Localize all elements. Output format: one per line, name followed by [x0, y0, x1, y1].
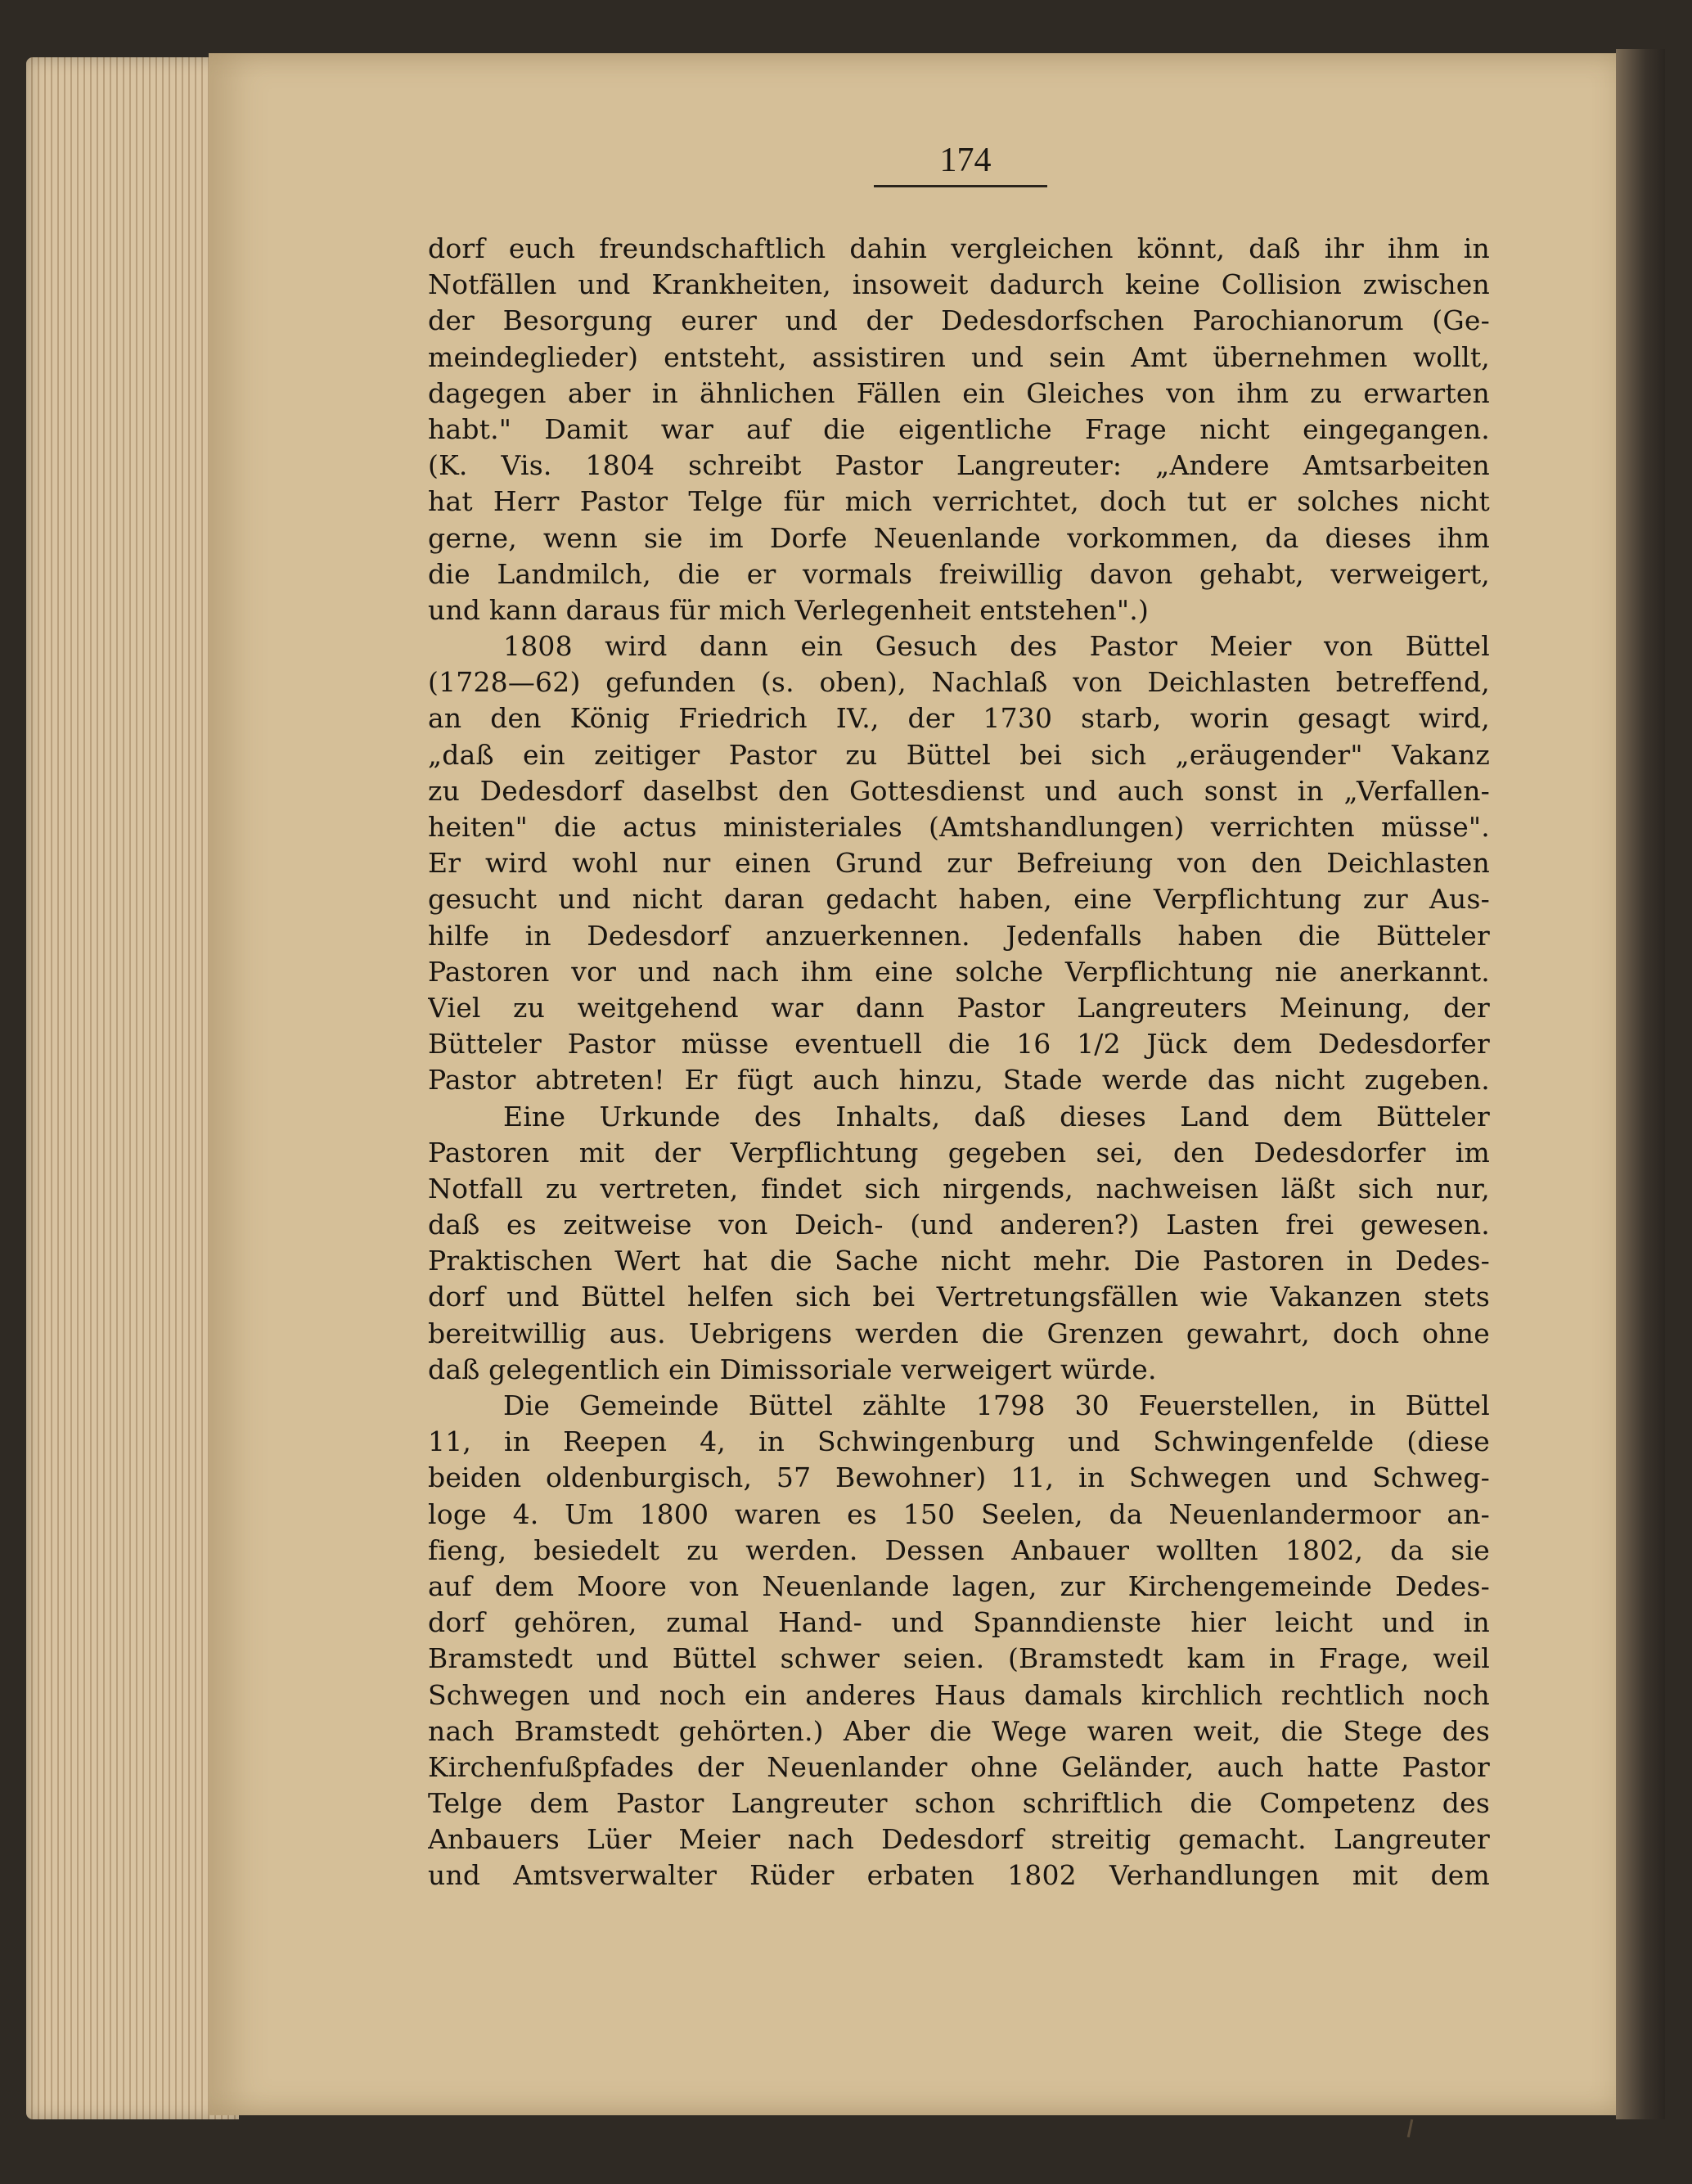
- text-line: dorf gehören, zumal Hand- und Spanndienste hier leicht und in: [428, 1606, 1490, 1639]
- text-line: und Amtsverwalter Rüder erbaten 1802 Verhandlungen mit dem: [428, 1859, 1490, 1892]
- text-line: Bramstedt und Büttel schwer seien. (Bramstedt kam in Frage, weil: [428, 1642, 1490, 1675]
- text-line: Viel zu weitgehend war dann Pastor Langreuters Meinung, der: [428, 991, 1490, 1024]
- text-line: auf dem Moore von Neuenlande lagen, zur Kirchengemeinde Dedes-: [428, 1569, 1490, 1602]
- text-line: Bütteler Pastor müsse eventuell die 16 1/2 Jück dem Dedesdorfer: [428, 1028, 1490, 1060]
- text-line: an den König Friedrich IV., der 1730 starb, worin gesagt wird,: [428, 702, 1490, 735]
- text-line: die Landmilch, die er vormals freiwillig davon gehabt, verweigert,: [428, 557, 1490, 590]
- text-line: Pastor abtreten! Er fügt auch hinzu, Stade werde das nicht zugeben.: [428, 1064, 1490, 1097]
- text-line: „daß ein zeitiger Pastor zu Büttel bei sich „eräugender" Vakanz: [428, 738, 1490, 771]
- text-line: 11, in Reepen 4, in Schwingenburg und Schwingenfelde (diese: [428, 1425, 1490, 1458]
- text-line: meindeglieder) entsteht, assistiren und sein Amt übernehmen wollt,: [428, 340, 1490, 373]
- book-gutter: [1616, 49, 1665, 2119]
- text-line: daß gelegentlich ein Dimissoriale verweigert würde.: [428, 1353, 1157, 1385]
- text-line: (1728—62) gefunden (s. oben), Nachlaß von Deichlasten betreffend,: [428, 666, 1490, 699]
- text-line: gesucht und nicht daran gedacht haben, eine Verpflichtung zur Aus-: [428, 883, 1490, 916]
- text-line: Schwegen und noch ein anderes Haus damals kirchlich rechtlich noch: [428, 1678, 1490, 1711]
- body-text: [428, 231, 1490, 1894]
- text-line: Notfall zu vertreten, findet sich nirgends, nachweisen läßt sich nur,: [428, 1172, 1490, 1205]
- text-line: heiten" die actus ministeriales (Amtshandlungen) verrichten müsse".: [428, 811, 1490, 843]
- header-rule: [874, 185, 1047, 187]
- text-line: der Besorgung eurer und der Dedesdorfschen Parochianorum (Ge-: [428, 304, 1490, 337]
- text-line: fieng, besiedelt zu werden. Dessen Anbauer wollten 1802, da sie: [428, 1533, 1490, 1566]
- text-line: dorf und Büttel helfen sich bei Vertretungsfällen wie Vakanzen stets: [428, 1281, 1490, 1313]
- text-line: daß es zeitweise von Deich- (und anderen?) Lasten frei gewesen.: [428, 1209, 1490, 1241]
- text-line: Praktischen Wert hat die Sache nicht mehr. Die Pastoren in Dedes-: [428, 1245, 1490, 1277]
- text-line: Notfällen und Krankheiten, insoweit dadurch keine Collision zwischen: [428, 268, 1490, 301]
- text-line: hat Herr Pastor Telge für mich verrichtet, doch tut er solches nicht: [428, 485, 1490, 518]
- text-line: habt." Damit war auf die eigentliche Frage nicht eingegangen.: [428, 412, 1490, 445]
- text-line: dagegen aber in ähnlichen Fällen ein Gleiches von ihm zu erwarten: [428, 376, 1490, 409]
- text-line: Pastoren mit der Verpflichtung gegeben sei, den Dedesdorfer im: [428, 1136, 1490, 1169]
- text-line: gerne, wenn sie im Dorfe Neuenlande vorkommen, da dieses ihm: [428, 521, 1490, 554]
- text-line: Die Gemeinde Büttel zählte 1798 30 Feuerstellen, in Büttel: [503, 1389, 1490, 1421]
- text-line: 1808 wird dann ein Gesuch des Pastor Meier von Büttel: [503, 630, 1490, 663]
- text-line: Eine Urkunde des Inhalts, daß dieses Land dem Bütteler: [503, 1100, 1490, 1133]
- page-number: 174: [939, 142, 992, 179]
- text-line: loge 4. Um 1800 waren es 150 Seelen, da Neuenlandermoor an-: [428, 1497, 1490, 1530]
- page-stack-edges: [26, 57, 239, 2119]
- text-line: Pastoren vor und nach ihm eine solche Verpflichtung nie anerkannt.: [428, 955, 1490, 988]
- text-line: bereitwillig aus. Uebrigens werden die Grenzen gewahrt, doch ohne: [428, 1317, 1490, 1349]
- text-line: Er wird wohl nur einen Grund zur Befreiung von den Deichlasten: [428, 847, 1490, 880]
- text-line: dorf euch freundschaftlich dahin vergleichen könnt, daß ihr ihm in: [428, 232, 1490, 264]
- text-line: hilfe in Dedesdorf anzuerkennen. Jedenfalls haben die Bütteler: [428, 919, 1490, 952]
- pencil-mark: [1407, 2119, 1414, 2137]
- text-line: zu Dedesdorf daselbst den Gottesdienst und auch sonst in „Verfallen-: [428, 774, 1490, 807]
- text-line: Kirchenfußpfades der Neuenlander ohne Geländer, auch hatte Pastor: [428, 1750, 1490, 1783]
- text-line: nach Bramstedt gehörten.) Aber die Wege waren weit, die Stege des: [428, 1714, 1490, 1747]
- text-line: beiden oldenburgisch, 57 Bewohner) 11, in Schwegen und Schweg-: [428, 1461, 1490, 1494]
- text-line: Telge dem Pastor Langreuter schon schriftlich die Competenz des: [428, 1787, 1490, 1820]
- text-line: Anbauers Lüer Meier nach Dedesdorf streitig gemacht. Langreuter: [428, 1823, 1490, 1856]
- text-line: und kann daraus für mich Verlegenheit entstehen".): [428, 593, 1150, 626]
- text-line: (K. Vis. 1804 schreibt Pastor Langreuter: „Andere Amtsarbeiten: [428, 449, 1490, 482]
